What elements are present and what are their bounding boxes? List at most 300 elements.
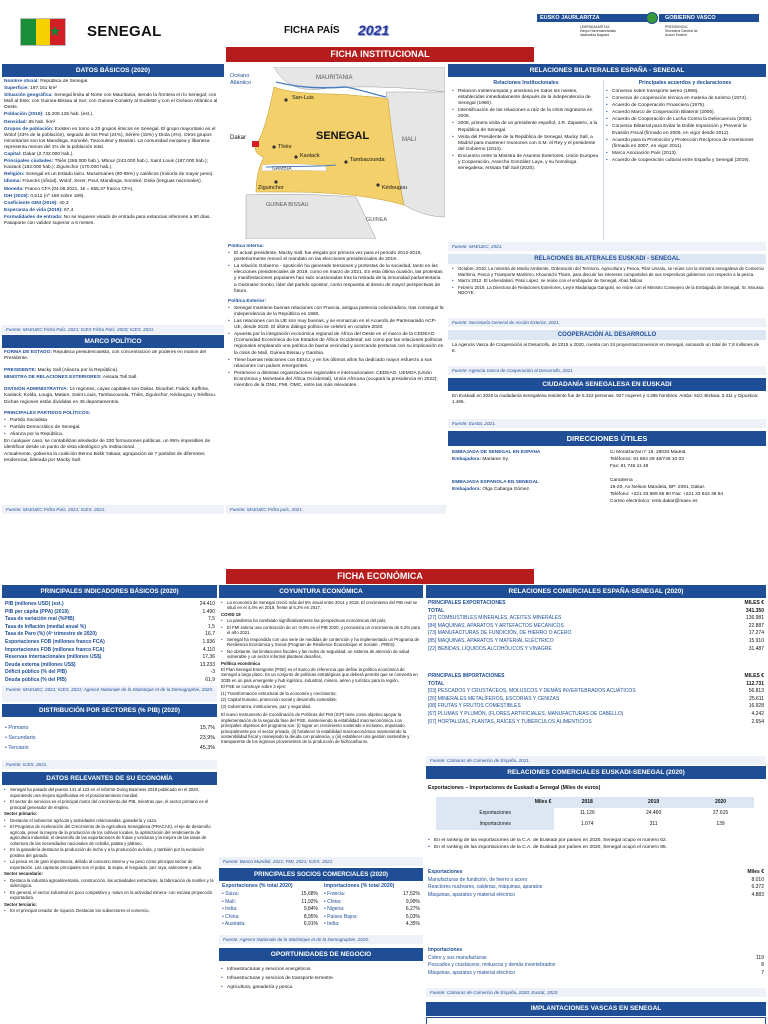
indicador-label: Tasa de Inflación (medial anual %) (5, 623, 87, 630)
sector-terciario-label: Sector terciario: (4, 901, 37, 907)
socio-value: 4,35% (405, 921, 420, 928)
dato-basico-label: Religión: (4, 172, 25, 178)
indicador-row (5, 654, 215, 662)
coyuntura-body (221, 600, 421, 854)
rc-esp-imp-row-value: 2.654 (751, 718, 764, 725)
partidos-list (4, 418, 222, 438)
rc-eus-row (436, 819, 754, 830)
address-line: Fax: 91 745 11 48 (610, 464, 649, 470)
indicador-label: Tasa de variación real (%PIB) (5, 616, 75, 623)
indicador-row (5, 669, 215, 677)
ministra-text: Aissata Tall Sall. (101, 375, 138, 381)
dato-basico-text: 40,3 (57, 200, 69, 206)
indicador-row (5, 631, 215, 639)
indicadores-title: PRINCIPALES INDICADORES BÁSICOS (2020) (2, 585, 217, 598)
rc-esp-imp-row-label: [26] MINERALES METALÍFEROS, ESCORIAS Y CENIZAS (428, 695, 560, 702)
indicadores-source: Fuente: MAEUEC, 2021; ICEX, 2021; Agence Nationale de la Statistique et de la Demographie, 2020. (2, 686, 217, 702)
partidos-text2: Actualmente, gobierna la coalición Benno Bokk Yakaar, agrupación de 7 partidos de diferentes tendencias, liderada por Macky Sall. (4, 452, 205, 464)
sectores-table (5, 723, 215, 753)
dato-basico-label: Situación geográfica: (4, 93, 53, 99)
rc-eus-row-value: 11.126 (579, 810, 595, 817)
rc-espana-source: Fuente: Cámaras de Comercio de España, 2021. (426, 756, 766, 765)
rc-esp-exp-total-label: TOTAL (428, 607, 445, 614)
indicador-value: -3 (210, 669, 215, 676)
ciudadania-text: En Euskadi en 2020 la ciudadanía senegalesa residente fue de 5.322 personas. 927 mujeres y 4.395 hombres. Araba: 510; Bizkaia: 3.311 y Gipuzkoa: 1.496. (452, 393, 759, 405)
politica-exterior-title: Política Exterior: (228, 298, 267, 304)
dato-basico-label: Nombre oficial: (4, 79, 39, 84)
coyuntura-item: • La economía de Senegal creció más del 6% anual entre 2014 y 2018. El crecimiento del PIB real se situó en el 4,4% en 2019, frente al 6,2% en 2017. (221, 600, 421, 611)
rel-acuerdo-item: • Acuerdo para la Promoción y Protección Recíproca de Inversiones (firmado en 2007, en vigor 2011). (606, 138, 764, 150)
sector-primario-item: • La pesca es de gran importancia, debido al consumo interno y su peso como principal sector de exportación. Las capturas principales son el pulpo, la sepia, el lenguado, pez raya, salmonete y atún. (4, 859, 215, 870)
emb-es-name: Mariame Sy. (481, 457, 509, 463)
rc-eus-row (436, 808, 754, 819)
emb-sn-name: Olga Cabarga Gómez. (481, 487, 531, 493)
rc-esp-exp-row-label: [84] MÁQUINAS, APARATOS Y ARTEFACTOS MECÁNICOS (428, 622, 564, 629)
indicador-label: Reservas internacionales (millones US$) (5, 654, 102, 661)
pilar-item: (1) Transformación estructural de la economía y crecimiento; (221, 690, 337, 696)
coyuntura-list (221, 600, 421, 611)
rc-esp-imp-row (428, 703, 764, 711)
datos-basicos-list (4, 79, 222, 323)
dato-relevante-item: • Senegal ha pasado del puesto 141 al 123 en el informe Doing Business 2019 publicado en el 2020, suponiendo una mejora significativa en el posicionamiento mundial. (4, 787, 215, 798)
rc-esp-exp-rows (428, 615, 764, 653)
indicador-row (5, 639, 215, 647)
socios-source: Fuente: Agence Nationale de la Statistique et de la Demographie, 2020. (219, 935, 423, 944)
sector-secundario-list (4, 878, 215, 901)
rc-eus-row-value: 1.074 (581, 821, 594, 828)
socio-row (222, 899, 318, 907)
dato-basico-text: 85 hab. /km² (27, 119, 56, 125)
rc-esp-imp-row-value: 4.242 (751, 710, 764, 717)
marco-politico-body (4, 350, 222, 505)
politica-exterior-item: • Pertenece a distintas organizaciones regionales e internacionales: CEDEAO, UEMOA (Unión Económica y Monetaria del África Occidental), Unión Africana (ocupará la presidencia en 2022); miembro de la ONU, FMI, OMC, entre las más relevantes. (228, 371, 444, 389)
rc-esp-exp-row-value: 31.487 (748, 645, 764, 652)
politica-exterior-item: • Senegal mantiene buenas relaciones con Francia, antigua potencia colonizadora, tras conseguir la independencia de la República en 1960. (228, 306, 444, 318)
sector-secundario-item: • Destaca la industria agroalimentaria, construcción, las actividades extractivas, la fabricación de textiles y la siderúrgica. (4, 878, 215, 889)
dato-basico-text: Existen en torno a 20 grupos étnicos en Senegal. El grupo mayoritario es el Wolof (43% de la población), seguido de los Peul (24%), Sérère (15%) y Diola (4%). Otros grupos minoritarios son los Mandinga, Soninké, Toucouleur y Bassari. La comunidad europea y libanesa representa menos del 1% de la población total. (4, 126, 216, 150)
indicador-row (5, 647, 215, 655)
dato-basico (4, 187, 222, 193)
pilares-label: El PSE se construye sobre 3 ejes: (221, 684, 286, 690)
country-title: SENEGAL (87, 23, 162, 40)
rel-inst-item: • Encuentro entre la Ministra de Asuntos Exteriores, Unión Europea y Cooperación, Arancha González Laya, y su homóloga senegalesa, Aïssata Tall Sall (2020). (452, 154, 600, 172)
covid-item: • Senegal ha respondido con una serie de medidas de contención y ha implementado un Programa de Resiliencia Económica y Social (Program de Résilience Économique et Sociale , PRES). (221, 637, 421, 648)
rel-inst-body (452, 89, 600, 241)
rc-eus-imp-row-label: Cobre y sus manufacturas (428, 954, 487, 961)
sector-primario-label: Sector primario: (4, 811, 38, 816)
cooperacion-source: Fuente: Agencia Vasca de Cooperación al Desarrollo, 2021 (448, 366, 766, 375)
socio-value: 11,92% (301, 898, 318, 905)
forma-estado-text: Republica presidencialista, con concentración de poderes en manos del Presidente. (4, 350, 207, 362)
dato-basico-label: Grupos de población: (4, 126, 54, 132)
socio-row (324, 891, 420, 899)
dato-basico (4, 208, 222, 214)
indicador-label: Deuda pública (% del PIB) (5, 676, 67, 683)
sector-primario-item: • Destacan el subsector agrícola y actividades relacionadas, ganadería y caza. (4, 818, 215, 824)
rc-eus-imp-rows (428, 955, 764, 978)
socio-row (324, 899, 420, 907)
sector-secundario-label: Sector secundario: (4, 871, 43, 876)
sector-row (5, 743, 215, 753)
map-label: Tambacounda (350, 157, 385, 163)
page-header (0, 0, 768, 46)
indicador-value: 1.490 (202, 608, 215, 615)
rc-eus-col-header: 2018 (554, 797, 620, 808)
indicadores-table (5, 601, 215, 685)
socio-row (222, 914, 318, 922)
rel-acuerdo-item: • Acuerdo de cooperación cultural entre España y Senegal (2019). (606, 158, 764, 164)
dato-basico-text: Senegal es un Estado laico. Musulmanes (90-95%) y católicos (minoría de mayor peso). (24, 172, 214, 178)
rel-euskadi-body (452, 266, 764, 316)
dato-basico-label: IDH (2019): (4, 193, 30, 199)
socio-country: • China: (324, 898, 342, 905)
socio-value: 17,52% (403, 891, 420, 897)
socio-row (222, 906, 318, 914)
address-line: Cancillería (610, 478, 633, 483)
rc-eus-imp-label: Importaciones (428, 947, 463, 953)
ciudadania-title: CIUDADANÍA SENEGALESA EN EUSKADI (448, 378, 766, 391)
rel-inst-item: • Intensificación de las relaciones a raíz de la crisis migratoria en 2006. (452, 108, 600, 120)
socio-country: • Malí: (222, 898, 236, 905)
dato-basico-text: Thiès (286.000 hab.), Mbour (243.000 hab.), Saint Louis (187.000 hab.); Kaolack (182.000 hab.); Ziguinchor (170.000 hab.). (4, 159, 208, 171)
map-label: SENEGAL (316, 130, 370, 142)
covid-item: • El FMI estima una contracción de un -0,8% en el PIB 2020, y pronostica un crecimiento de 5.2% para el año 2021. (221, 625, 421, 636)
map-label: Ziguinchor (258, 185, 284, 191)
rc-esp-imp-row-label: [08] FRUTAS Y FRUTOS COMESTIBLES (428, 703, 521, 710)
socio-value: 6,91% (303, 921, 318, 928)
rc-eus-row-value: 27.615 (712, 810, 729, 817)
socio-value: 5,03% (405, 913, 420, 920)
politica-economica-text: El Plan Senegal Emergente (PSE) es el marco de referencia que define la política económica de Senegal a largo plazo. Es un conjunto de políticas estratégicas que deberá permitir que se convierta en 2035 en un país emergente y hub logístico, industrial, minero, aéreo y turístico para la región. (221, 666, 418, 683)
ficha-economica-band: FICHA ECONÓMICA (226, 569, 534, 584)
dato-basico (4, 179, 222, 185)
rel-acuerdo-item: • Convenio Bilateral para Evitar la Doble Imposición y Prevenir la Evasión Fiscal (firmado en 2006, en vigor desde 2012). (606, 124, 764, 136)
org2-subtitle: PRESIDENCIA Secretaría General de Acción Exterior (665, 25, 698, 37)
dato-basico (4, 93, 222, 111)
map-label: Dakar (230, 135, 247, 141)
politica-exterior-item: • Tiene buenas relaciones con EEUU, y en los últimos años ha dedicado mayor esfuerzo a sus relaciones con países emergentes. (228, 358, 444, 370)
politica-body (228, 244, 444, 503)
rel-acuerdo-item: • Acuerdo Marco de Cooperación Bilateral (2006). (606, 110, 764, 116)
rc-esp-exp-row (428, 646, 764, 654)
socios-imp-title: Importaciones (% total 2020) (324, 883, 395, 889)
rc-espana-title: RELACIONES COMERCIALES ESPAÑA-SENEGAL (2020) (426, 585, 766, 598)
socio-country: • Francia: (324, 891, 346, 897)
emb-sn-address (610, 478, 766, 508)
dato-basico (4, 152, 222, 158)
rc-esp-imp-title: PRINCIPALES IMPORTACIONES (428, 673, 505, 679)
oportunidades-list (221, 966, 421, 992)
politica-source: Fuente: MAEUEC Ficha país, 2021. (226, 505, 446, 514)
indicador-value: 16,7 (205, 631, 215, 638)
covid-label: COVID 19 (221, 611, 241, 617)
rel-euskadi-item: • Febrero 2019. La Directora de Relaciones Exteriores, Leyre Madariaga Gangoiti, se reúne con el Ministro Consejero de la Embajada de Senegal, Sr. Moussa NDOYE. (452, 285, 764, 296)
socios-exp-title: Exportaciones (% total 2020) (222, 883, 293, 889)
map-label: GUINEA BISSAU (266, 202, 309, 208)
rc-esp-imp-row-label: [67] PLUMAS Y PLUMÓN, (FLORES ARTIFICIALES, MANUFACTURAS DE CABELLO) (428, 710, 624, 717)
rc-esp-exp-row (428, 615, 764, 623)
rc-eus-imp-row-label: Pescados y crustáceos, moluscos y demás invertebrados (428, 962, 556, 969)
socio-row (324, 906, 420, 914)
coyuntura-source: Fuente: Banco Mundial, 2021; FMI, 2021; ICEX, 2021. (219, 857, 423, 866)
doc-year: 2021 (358, 22, 390, 38)
indicador-label: PIB per cápita (PPA) (2019) (5, 608, 69, 615)
politica-exterior-list (228, 306, 444, 389)
rel-bilaterales-title: RELACIONES BILATERALES ESPAÑA - SENEGAL (448, 64, 766, 77)
indicador-value: 61,9 (205, 676, 215, 683)
sector-value: 15,7% (199, 725, 215, 731)
politica-interna-item: • La relación Gobierno - oposición ha generado tensiones y protestas de la sociedad, tanto en las elecciones presidenciales de 2019, como en marzo de 2021. En esta última ocasión, las protestas y manifestaciones populares han sido ocasionadas tras la retirada de la inmunidad parlamentaria a Ousmane Sonko, líder del partido opositor, como respuesta al deseo de mayor perspectivas de futuro. (228, 264, 444, 294)
oportunidad-item: • Infraestructuras y servicios de transporte terrestre. (221, 975, 421, 983)
rc-eus-exp-row (428, 892, 764, 900)
rc-esp-exp-row (428, 630, 764, 638)
indicador-row (5, 677, 215, 685)
rel-inst-item: • 2006, primera visita de un presidente español, J.R. Zapatero, a la República de Senegal. (452, 121, 600, 133)
socio-country: • India: (222, 906, 238, 913)
rc-esp-imp-row (428, 719, 764, 727)
map-label: GAMBIA (272, 166, 292, 172)
rel-acuerdos-body (606, 89, 764, 241)
oportunidades-title: OPORTUNIDADES DE NEGOCIO (219, 948, 423, 961)
rc-eus-row-value: 311 (649, 821, 658, 828)
address-line: Teléfonos: 91 564 28 48/745 10 03 (610, 457, 684, 463)
covid-item: • La pandemia ha cambiado significativamente las perspectivas económicas del país. (221, 618, 421, 623)
dato-basico (4, 112, 222, 118)
socio-value: 8,95% (303, 913, 318, 920)
rc-espana-imp-table (428, 673, 764, 726)
ministra-label: MINISTRA DE RELACIONES EXTERIORES: (4, 375, 102, 381)
partido-item: • Alianza por la República. (4, 432, 222, 438)
rc-eus-exp-row-label: Máquinas, aparatos y material eléctrico (428, 891, 515, 898)
dato-basico-text: Franco CFA (04.06.2021, 1€ = 655,37 franco CFA). (23, 186, 134, 192)
rel-inst-item: • Visita del Presidente de la República de Senegal, Macky Sall, a Madrid para mantener reuniones con S.M. el Rey y el presidente del Gobierno (2014). (452, 135, 600, 153)
indicador-value: 4.110 (202, 646, 215, 653)
indicador-value: 24.410 (199, 601, 215, 607)
dato-basico-label: Coeficiente GINI (2019): (4, 200, 58, 206)
socio-value: 9,99% (405, 898, 420, 905)
partidos-label: PRINCIPALES PARTIDOS POLÍTICOS: (4, 410, 91, 416)
map-label: GUINEA (366, 217, 388, 223)
politica-exterior-item: • Las relaciones con la UE son muy buenas, y se enmarcan en el Acuerdo de Partenariado ACP-UE, desde 2020. El último diálogo político se celebró en octubre 2020. (228, 319, 444, 331)
map-label: Océano Atlántico (230, 73, 252, 87)
partido-item: • Partido Democrático de Senegal. (4, 425, 222, 431)
pilar-item: (3) Gobernanza, instituciones, paz y seguridad. (221, 703, 312, 709)
rc-esp-exp-row-value: 22.887 (748, 622, 764, 629)
rc-esp-exp-row-value: 15.910 (748, 637, 764, 644)
socio-row (222, 921, 318, 929)
datos-relevantes-title: DATOS RELEVANTES DE SU ECONOMÍA (2, 772, 217, 785)
rel-acuerdo-item: • Convenio de cooperación técnica en materia de turismo (1974). (606, 96, 764, 102)
rc-eus-row-label: Exportaciones (436, 808, 554, 819)
rc-eus-exp-row (428, 877, 764, 885)
dato-basico-label: Moneda: (4, 186, 24, 192)
rc-eus-row-value: 139 (716, 821, 725, 828)
coyuntura-title: COYUNTURA ECONÓMICA (219, 585, 423, 598)
datos-relevantes-body (4, 787, 215, 1024)
socio-country: • India: (324, 921, 340, 928)
emb-sn-label: Embajadora: (452, 487, 482, 493)
socio-value: 6,27% (405, 906, 420, 913)
rel-acuerdo-item: • Convenio sobre transporte aéreo (1968). (606, 89, 764, 95)
rc-esp-imp-row-value: 56.813 (748, 688, 764, 695)
rc-eus-imp-row-value: 7 (761, 969, 764, 976)
rc-esp-imp-row-value: 16.928 (748, 703, 764, 710)
address-line: C/ Moralzarzal nº 18, 28034 Madrid. (610, 450, 687, 455)
rc-esp-unit: MILES € (744, 600, 764, 606)
sector-secundario-item: • En general, el sector industrial es poco competitivo y -salvo en la actividad minera- con escasa proyección exportadora. (4, 890, 215, 901)
rel-inst-item: • Relación ininterrumpida y amistosa en todos los niveles, establecidas inmediatamente después de la independencia de Senegal (1960). (452, 89, 600, 107)
socio-country: • Australia: (222, 921, 246, 928)
datos-basicos-source: Fuente: MAEUEC Ficha País, 2021; ICEX Ficha País, 2020; ICEX, 2021. (2, 325, 224, 334)
rc-esp-exp-row-value: 136.981 (745, 615, 764, 622)
fmi-text: El nuevo Instrumento de Coordinación de Políticas del FMI (ICP) tiene como objetivo apoyar la implementación de la segunda fase del PSE, manteniendo la estabilidad macroeconómica. Los principales objetivos del programa son: (i) lograr un crecimiento sostenido e inclusivo, impulsado principalmente por el sector privado, (ii) fortalecer la estabilidad macroeconómica manteniendo la sostenibilidad fiscal y manejando la deuda con prudencia, y (iii) establecer una gestión sostenible y transparente de los ingresos provenientes de la producción de hidrocarburos. (221, 712, 410, 745)
indicador-row (5, 662, 215, 670)
rc-eus-exp-label: Exportaciones (428, 869, 463, 875)
indicador-label: Exportaciones FOB (millones franco FCA) (5, 638, 105, 645)
socio-country: • Países Bajos: (324, 913, 358, 920)
emb-sn-title: EMBAJADA ESPAÑOLA EN SENEGAL (452, 480, 539, 485)
indicador-value: 1,5 (208, 623, 215, 630)
dato-basico-text: Francés (oficial), Wolof, Serer, Peul, Mandinga, Soninké, Diola (lenguas nacionales) . (21, 179, 204, 185)
indicador-value: 13.233 (199, 661, 215, 668)
dato-basico-label: Idioma: (4, 179, 22, 185)
cooperacion-text: La Agencia Vasca de Cooperación al Desarrollo, de 2015 a 2020, cuenta con 24 proyectos/convenios en Senegal, sumando un total de 7,8 millones de €. (452, 342, 760, 354)
rc-esp-imp-row-label: [07] HORTALIZAS, PLANTAS, RAÍCES Y TUBÉRCULOS ALIMENTICIOS (428, 718, 592, 725)
pilar-item: (2) Capital humano, protección social y desarrollo sostenible; (221, 697, 338, 703)
map-graphic (226, 67, 445, 239)
rc-esp-imp-row (428, 688, 764, 696)
oportunidad-item: • Infraestructuras y servicios energéticos. (221, 966, 421, 974)
dato-relevante-item: • El sector de servicios es el principal motor del crecimiento del PIB, mientras que, el sector primario es el principal generador de empleo. (4, 799, 215, 810)
rc-esp-exp-row-value: 17.274 (748, 630, 764, 637)
indicador-value: 17,36 (202, 654, 215, 661)
sector-label: • Secundario (5, 735, 36, 741)
rc-euskadi-title: RELACIONES COMERCIALES EUSKADI-SENEGAL (2020) (426, 766, 766, 779)
politica-interna-item: • El actual presidente, Macky Sall, fue elegido por primera vez para el periodo 2012-2019, posteriormente renovó el mandato en las elecciones presidenciales de 2019. (228, 251, 444, 263)
implantaciones-title: IMPLANTACIONES VASCAS EN SENEGAL (426, 1002, 766, 1016)
indicador-row (5, 624, 215, 632)
socio-row (324, 914, 420, 922)
rc-esp-exp-row (428, 638, 764, 646)
emb-es-address (610, 450, 764, 472)
org-eusko-jaurlaritza: EUSKO JAURLARITZA (537, 14, 657, 22)
ficha-institucional-band: FICHA INSTITUCIONAL (226, 47, 534, 62)
sector-primario-list (4, 818, 215, 871)
indicador-label: Importaciones FOB (millones franco FCA) (5, 646, 105, 653)
rc-eus-imp-row-label: Máquinas, aparatos y material eléctrico (428, 969, 515, 976)
dato-basico-text: Dakar (2.732.000 hab.). (21, 152, 74, 158)
indicador-label: Tasa de Paro (%) (4º trimestre de 2020) (5, 631, 97, 638)
rc-espana-exp-table (428, 600, 764, 653)
dato-basico (4, 172, 222, 178)
rel-acuerdo-item: • Acuerdo de Cooperación Financiera (1975). (606, 103, 764, 109)
indicador-label: Déficit público (% del PIB) (5, 669, 67, 676)
dato-basico (4, 127, 222, 151)
dato-basico (4, 201, 222, 207)
indicador-value: 1.936 (202, 638, 215, 645)
covid-list (221, 618, 421, 659)
rc-esp-imp-row (428, 696, 764, 704)
column-divider (603, 80, 604, 240)
sectores-title: DISTRIBUCIÓN POR SECTORES (% PIB) (2020) (2, 704, 217, 717)
rel-euskadi-item: • Marzo 2012. El Lehendakari, Patxi López, se reúne con el embajador de Senegal, Abas Ndiour. (452, 278, 764, 284)
socio-value: 9,84% (303, 906, 318, 913)
dato-basico (4, 159, 222, 171)
rel-euskadi-source: Fuente: Secretaría General de Acción Exterior, 2021. (448, 318, 766, 327)
socio-country: • Nigeria: (324, 906, 345, 913)
politica-interna-list (228, 251, 444, 295)
rel-euskadi-item: • Octubre, 2010. La ministra de Medio Ambiente, Ordenación del Territorio, Agricultura y Pesca, Pilar Unzalu, se reúne con la ministra senegalesa de Comercio Marítimo, Pesca y Transporte Marítimo, Khouraichi Thiam, para discutir los intereses compartidos de sus respectivos gobiernos con respecto a la pesca. (452, 266, 764, 277)
rc-eus-exp-row-value: 6.372 (751, 884, 764, 891)
rc-eus-note: • En el ranking de las exportaciones de la C.A. de Euskadi por países en 2020, Senegal ocupó el número 62. (428, 838, 764, 844)
dato-basico-text: 16.209.125 hab. (est.). (43, 112, 94, 118)
politica-exterior-item: • Apuesta por la integración económica regional de África del Oeste en el marco de la CEDEAO (Comunidad Económica de los Estados de África Occidental; así como por las relaciones políticas regionales empleando una política de buena vecindad y acercando posturas con su implicación en la crisis de Malí, Guinea Bissau y Gambia. (228, 332, 444, 356)
rc-eus-imp-row (428, 955, 764, 963)
indicador-row (5, 616, 215, 624)
address-line: Correo electrónico: emb.dakar@maec.es (610, 499, 698, 505)
dato-basico-label: Superficie: (4, 86, 29, 92)
rc-esp-exp-row-label: [85] MÁQUINAS, APARATOS Y MATERIAL ELÉCTRICO (428, 637, 554, 644)
dato-basico-text: No se requiere visado de entrada para estancias inferiores a 90 días. Pasaporte con validez superior a 6 meses. (4, 214, 211, 226)
rc-euskadi-exp-table (428, 869, 764, 899)
doc-type: FICHA PAÍS (284, 25, 340, 36)
rc-esp-imp-row-label: [03] PESCADOS Y CRUSTÁCEOS, MOLUSCOS Y DEMÁS INVERTEBRADOS ACUÁTICOS (428, 688, 636, 695)
indicador-label: PIB (millones USD) (est.) (5, 601, 64, 607)
cooperacion-title: COOPERACIÓN AL DESARROLLO (448, 330, 766, 340)
rc-euskadi-imp-table (428, 947, 764, 977)
rc-eus-exp-rows (428, 877, 764, 900)
rc-euskadi-table-title: Exportaciones – Importaciones de Euskadi a Senegal (Miles de euros) (428, 785, 601, 791)
socios-imp-table (324, 891, 420, 929)
rc-esp-exp-title: PRINCIPALES EXPORTACIONES (428, 600, 506, 606)
rc-eus-exp-row-label: Manufacturas de fundición, de hierro o acero (428, 876, 528, 883)
emb-es-label: Embajadora: (452, 457, 482, 463)
address-line: 18-20, Av Nelson Mandela, BP: 2091, Dakar. (610, 485, 706, 491)
rel-inst-title: Relaciones Institucionales (493, 80, 559, 86)
oportunidades-body (221, 966, 421, 1024)
socios-exp-table (222, 891, 318, 929)
dato-basico-text: 67,4 (62, 207, 74, 213)
rc-eus-exp-row-value: 8.010 (751, 876, 764, 883)
sector-row (5, 723, 215, 733)
datos-basicos-title: DATOS BÁSICOS (2020) (2, 64, 224, 77)
socios-title: PRINCIPALES SOCIOS COMERCIALES (2020) (219, 868, 423, 881)
rel-acuerdo-item: • Acuerdo de Cooperación de Lucha Contra la Delincuencia (2006). (606, 117, 764, 123)
rc-eus-header-row (436, 797, 754, 808)
indicador-row (5, 609, 215, 617)
covid-item: • No obstante, las limitaciones fiscales y las redes de seguridad, un sistema de atención de salud vulnerable y un sector informal plantean desafíos. (221, 649, 421, 660)
rc-esp-exp-row-label: [27] COMBUSTIBLES MINERALES, ACEITES MINERALES (428, 615, 562, 622)
rel-bilaterales-source: Fuente: MAEUEC, 2021. (448, 242, 766, 251)
rel-euskadi-list (452, 266, 764, 296)
address-line: Teléfono: +221 33 889 65 80 Fax: +221 33 842 36 84 (610, 492, 724, 498)
basque-emblem-icon (646, 12, 658, 24)
rc-esp-imp-total-label: TOTAL (428, 680, 445, 687)
sector-primario-item: • En la ganadería destacan la producción de leche y a la producción avícola, y también por la evolución positiva del ganado. (4, 847, 215, 858)
rc-eus-unit: Miles € (747, 869, 764, 875)
emb-sn-block (452, 480, 592, 500)
emb-es-title: EMBAJADA DE SENEGAL EN ESPAÑA (452, 450, 541, 455)
rc-eus-imp-row (428, 962, 764, 970)
rc-esp-imp-rows (428, 688, 764, 726)
rc-esp-imp-row (428, 711, 764, 719)
rc-euskadi-source: Fuente: Cámaras de Comercio de España, 2020; Eustat, 2020. (426, 988, 766, 997)
rc-esp-imp-total: 112.731 (746, 680, 764, 687)
dato-basico-label: Formalidades de entrada: (4, 214, 63, 220)
rc-esp-unit-2: MILES € (744, 673, 764, 679)
sectores-source: Fuente: ICEX, 2021. (2, 760, 217, 769)
division-label: DIVISIÓN ADMINISTRATIVA: (4, 387, 69, 393)
